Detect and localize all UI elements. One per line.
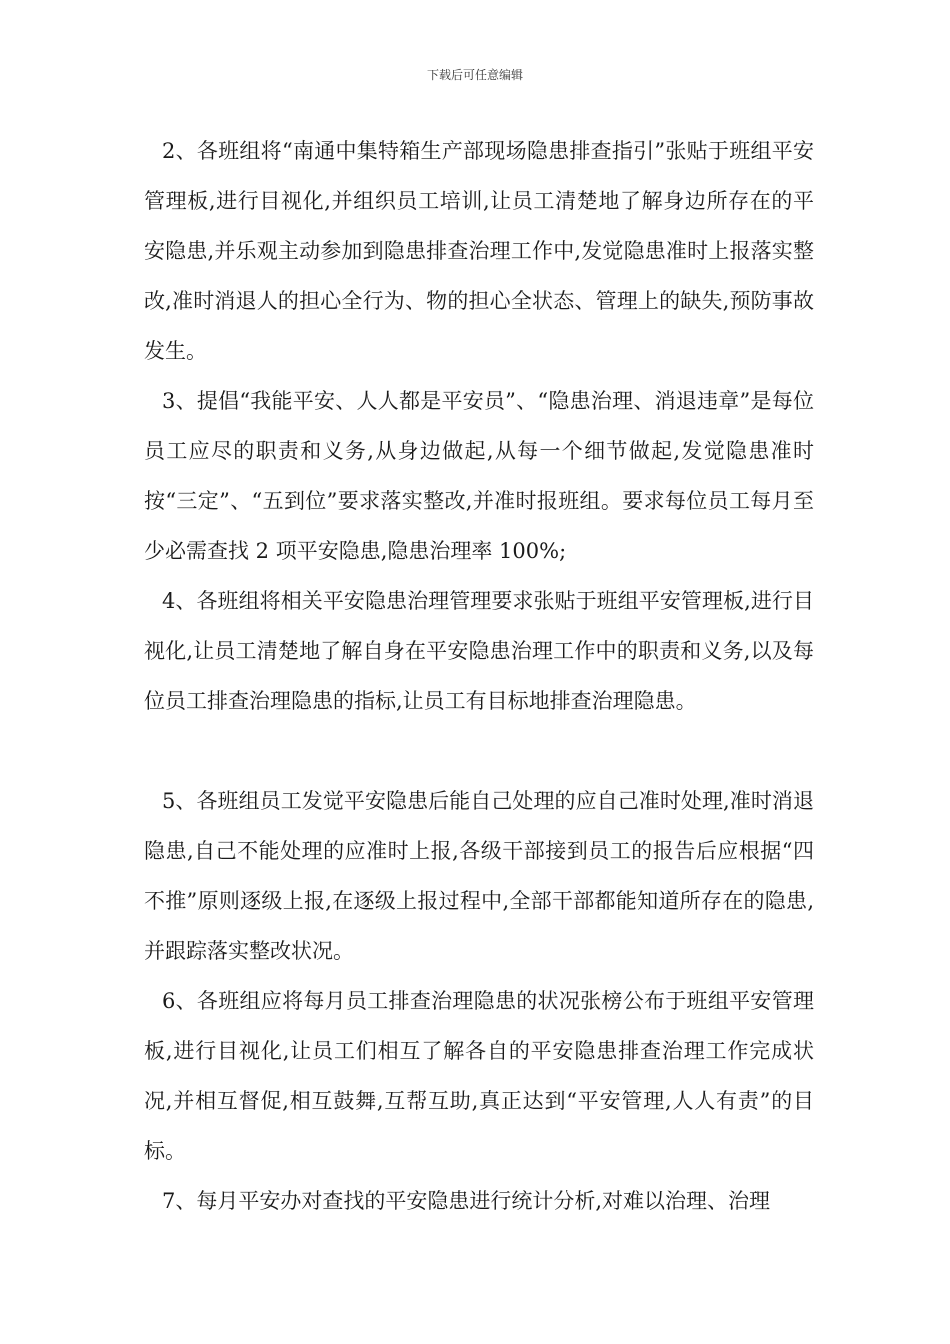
paragraph-3: 3、提倡“我能平安、人人都是平安员”、“隐患治理、消退违章”是每位员工应尽的职责和义务,从身边做起,从每一个细节做起,发觉隐患准时按“三定”、“五到位”要求落实整改,并准时报班组。要求每位员工每月至少必需查找 2 项平安隐患,隐患治理率 100%; (144, 389, 814, 563)
paragraph-7: 7、每月平安办对查找的平安隐患进行统计分析,对难以治理、治理 (162, 1189, 771, 1213)
paragraph-6: 6、各班组应将每月员工排查治理隐患的状况张榜公布于班组平安管理板,进行目视化,让员工们相互了解各自的平安隐患排查治理工作完成状况,并相互督促,相互鼓舞,互帮互助,真正达到“平安管理,人人有责”的目标。 (144, 989, 814, 1163)
paragraph-2: 2、各班组将“南通中集特箱生产部现场隐患排查指引”张贴于班组平安管理板,进行目视化,并组织员工培训,让员工清楚地了解身边所存在的平安隐患,并乐观主动参加到隐患排查治理工作中,发觉隐患准时上报落实整改,准时消退人的担心全行为、物的担心全状态、管理上的缺失,预防事故发生。 (144, 139, 814, 363)
document-body (144, 126, 814, 1226)
paragraph-5: 5、各班组员工发觉平安隐患后能自己处理的应自己准时处理,准时消退隐患,自己不能处理的应准时上报,各级干部接到员工的报告后应根据“四不推”原则逐级上报,在逐级上报过程中,全部干部都能知道所存在的隐患,并跟踪落实整改状况。 (144, 789, 814, 963)
paragraph-4: 4、各班组将相关平安隐患治理管理要求张贴于班组平安管理板,进行目视化,让员工清楚地了解自身在平安隐患治理工作中的职责和义务,以及每位员工排查治理隐患的指标,让员工有目标地排查治理隐患。 (144, 589, 814, 713)
page-header: 下载后可任意编辑 (426, 68, 523, 82)
